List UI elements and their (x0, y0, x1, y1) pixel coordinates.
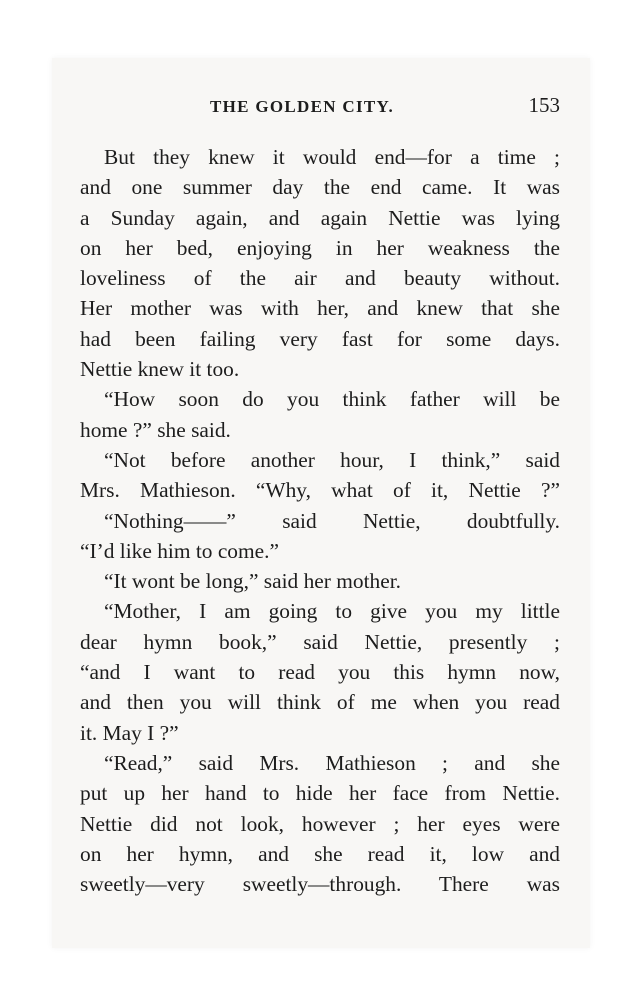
text-line: “Mother, I am going to give you my little (104, 599, 560, 624)
text-line: “Read,” said Mrs. Mathieson ; and she (104, 750, 560, 775)
text-line: had been failing very fast for some days. (80, 326, 560, 351)
text-line: Nettie knew it too. (80, 357, 240, 382)
text-line: a Sunday again, and again Nettie was lying (80, 205, 560, 230)
text-line: and one summer day the end came. It was (80, 175, 560, 200)
text-line: “and I want to read you this hymn now, (80, 660, 560, 685)
page-header (80, 93, 560, 123)
text-line: “How soon do you think father will be (104, 387, 560, 412)
page-number: 153 (528, 93, 560, 117)
text-line: loveliness of the air and beauty without. (80, 266, 560, 291)
text-line: on her bed, enjoying in her weakness the (80, 235, 560, 260)
text-line: But they knew it would end—for a time ; (104, 145, 560, 169)
text-line: and then you will think of me when you read (80, 690, 560, 715)
text-line: “Not before another hour, I think,” said (104, 447, 560, 472)
text-line: Her mother was with her, and knew that she (80, 296, 560, 321)
text-line: “It wont be long,” said her mother. (104, 569, 402, 594)
text-line: dear hymn book,” said Nettie, presently ; (80, 629, 560, 654)
text-line: Nettie did not look, however ; her eyes were (80, 811, 560, 836)
running-title: THE GOLDEN CITY. (210, 97, 395, 116)
text-line: it. May I ?” (80, 720, 179, 745)
body-text (80, 142, 560, 899)
text-line: Mrs. Mathieson. “Why, what of it, Nettie ?” (80, 478, 560, 503)
text-line: sweetly—very sweetly—through. There was (80, 872, 560, 897)
text-line: on her hymn, and she read it, low and (80, 841, 560, 866)
text-line: “Nothing——” said Nettie, doubtfully. (104, 508, 560, 533)
text-line: put up her hand to hide her face from Nettie. (80, 781, 560, 806)
text-line: home ?” she said. (80, 417, 231, 442)
text-line: “I’d like him to come.” (80, 538, 279, 563)
